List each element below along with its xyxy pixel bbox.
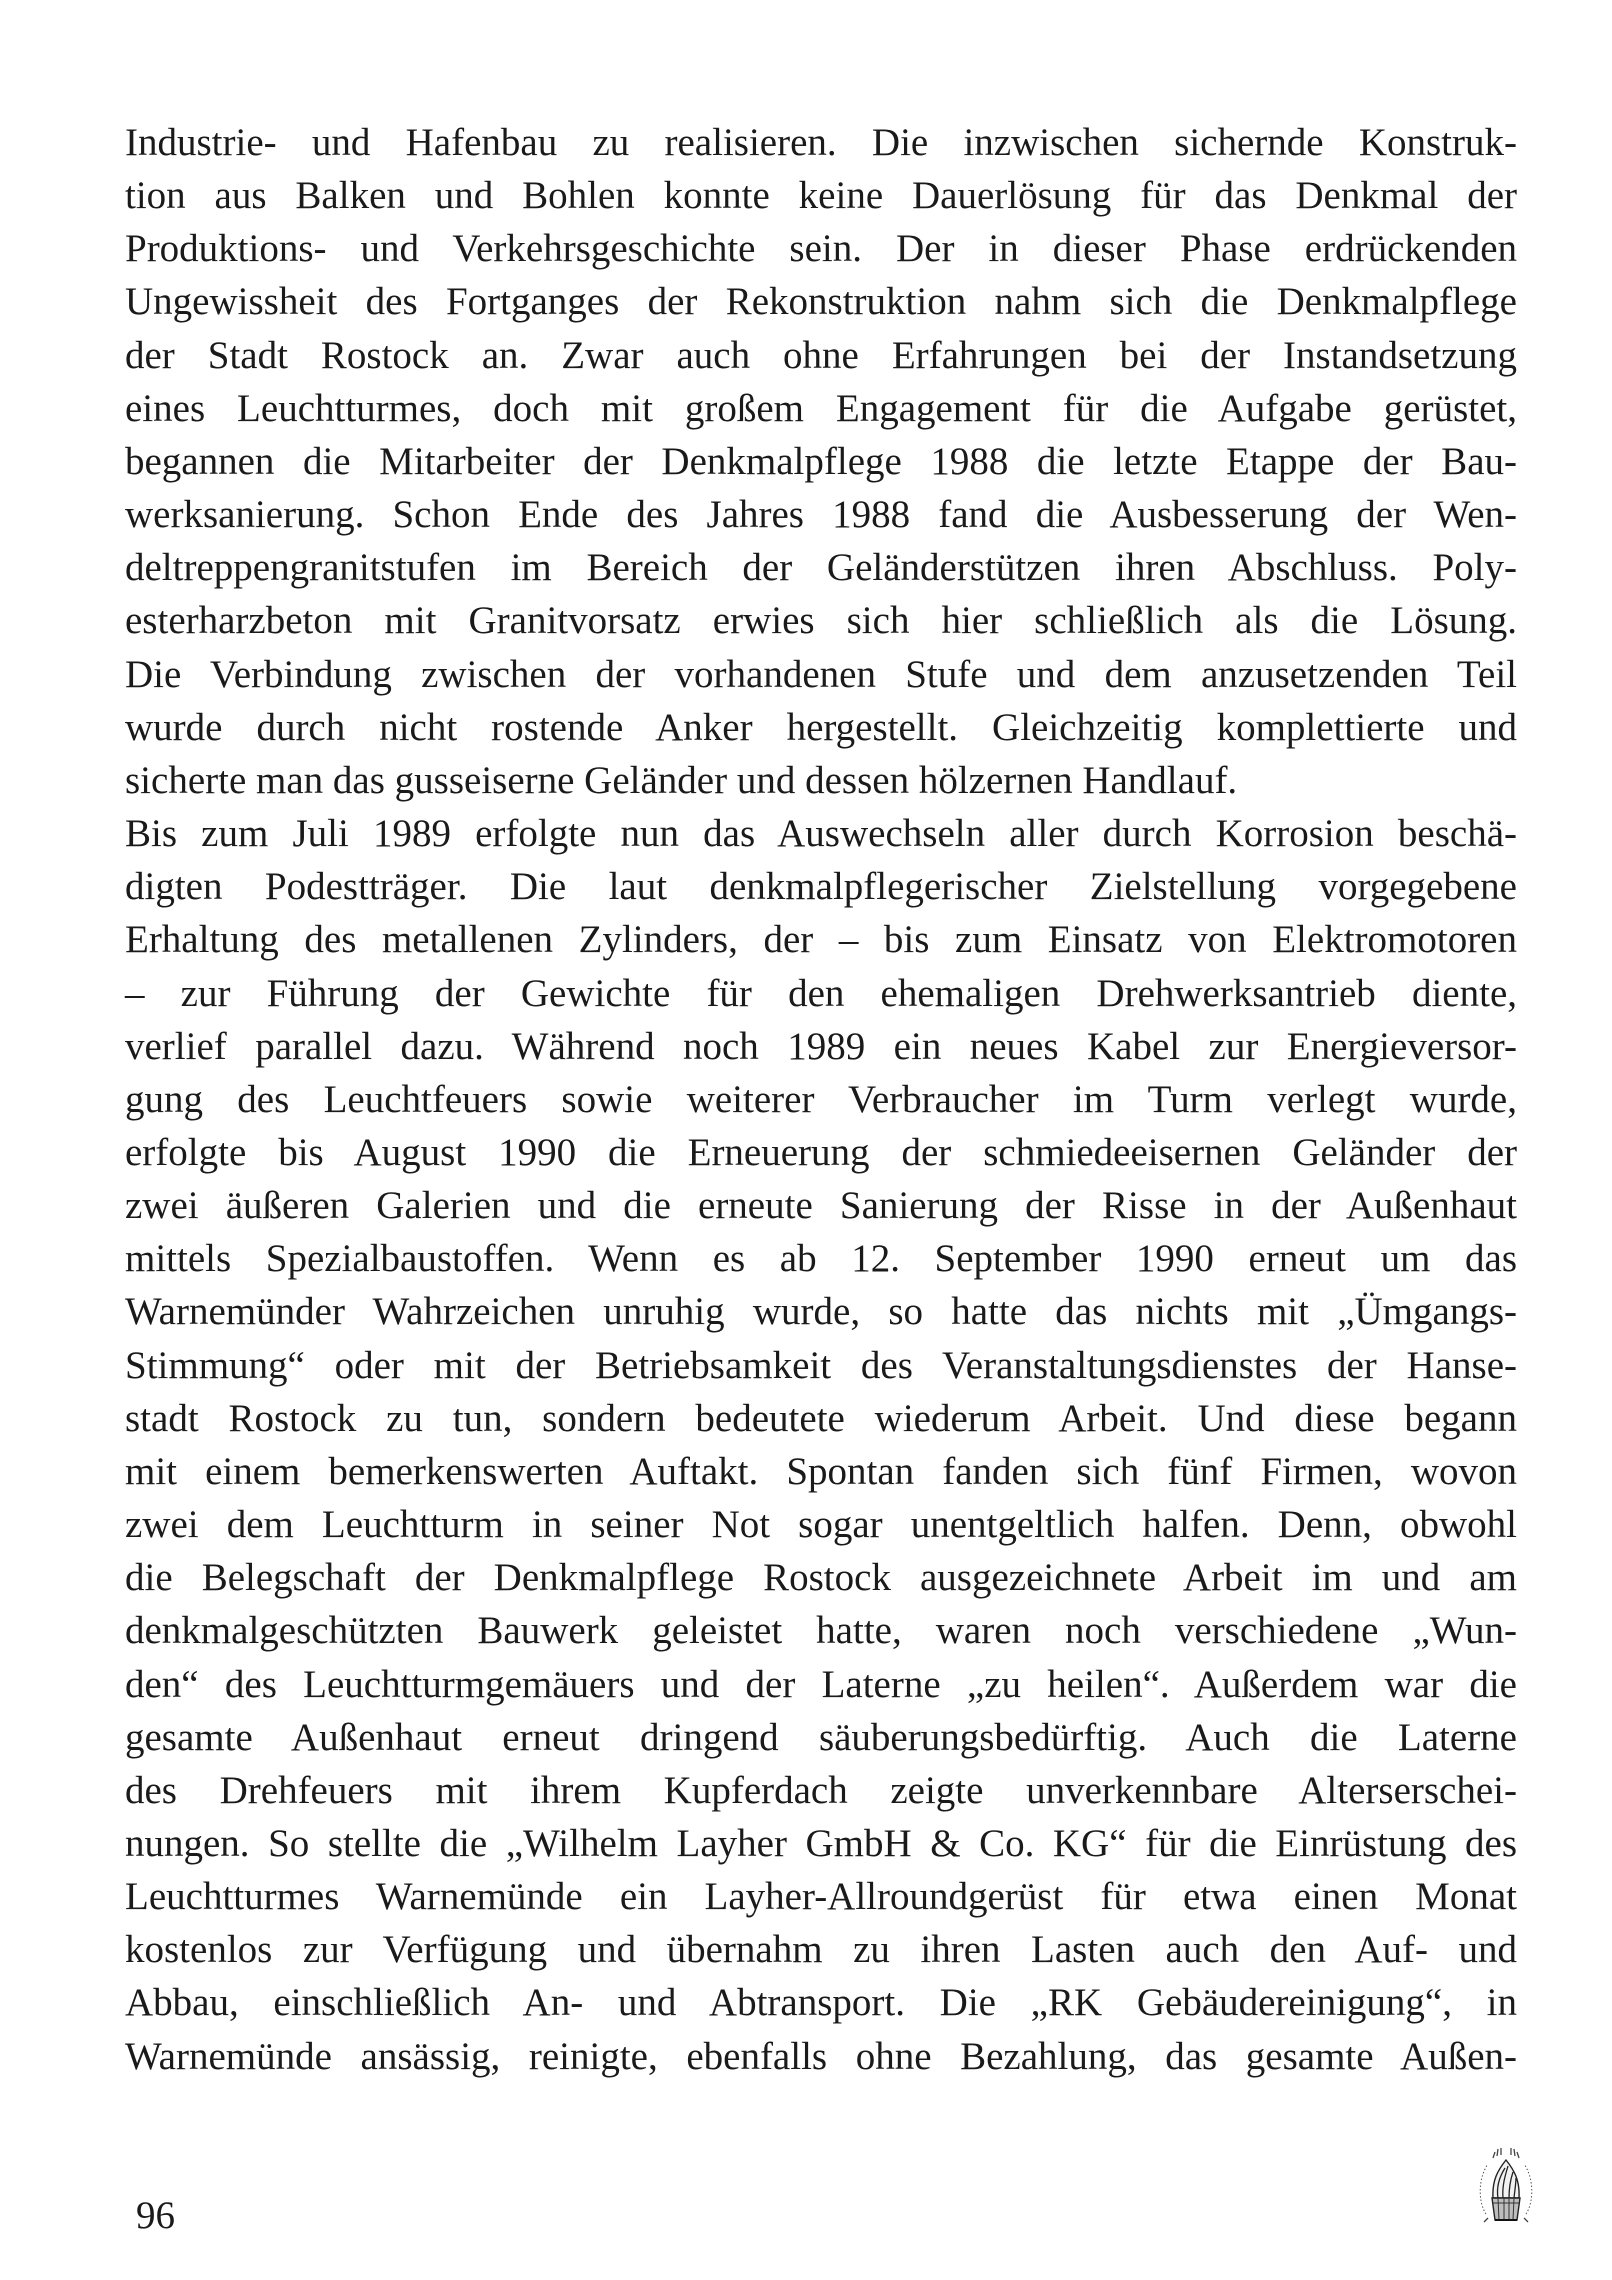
text-line: die Belegschaft der Denkmalpflege Rostock ausgezeichnete Arbeit im und am — [125, 1556, 1517, 1600]
text-line: der Stadt Rostock an. Zwar auch ohne Erfahrungen bei der Instandsetzung — [125, 333, 1517, 377]
text-line: deltreppengranitstufen im Bereich der Geländerstützen ihren Abschluss. Poly- — [125, 546, 1517, 590]
text-line: kostenlos zur Verfügung und übernahm zu ihren Lasten auch den Auf- und — [125, 1928, 1517, 1972]
paragraph — [125, 807, 1517, 2083]
text-line: stadt Rostock zu tun, sondern bedeutete wiederum Arbeit. Und diese begann — [125, 1396, 1517, 1440]
text-line: begannen die Mitarbeiter der Denkmalpflege 1988 die letzte Etappe der Bau- — [125, 439, 1517, 483]
text-line: wurde durch nicht rostende Anker hergestellt. Gleichzeitig komplettierte und — [125, 705, 1517, 749]
page-number: 96 — [136, 2194, 175, 2237]
text-line: werksanierung. Schon Ende des Jahres 1988 fand die Ausbesserung der Wen- — [125, 493, 1517, 537]
text-line: zwei äußeren Galerien und die erneute Sanierung der Risse in der Außenhaut — [125, 1184, 1517, 1228]
text-line: Industrie- und Hafenbau zu realisieren. Die inzwischen sichernde Konstruk- — [125, 121, 1517, 164]
text-line: des Drehfeuers mit ihrem Kupferdach zeigte unverkennbare Alterserschei- — [125, 1768, 1517, 1812]
text-line: Warnemünde ansässig, reinigte, ebenfalls ohne Bezahlung, das gesamte Außen- — [125, 2034, 1517, 2078]
text-line: Warnemünder Wahrzeichen unruhig wurde, so hatte das nichts mit „Ümgangs- — [125, 1290, 1517, 1334]
text-line: tion aus Balken und Bohlen konnte keine Dauerlösung für das Denkmal der — [125, 174, 1517, 218]
text-line: – zur Führung der Gewichte für den ehemaligen Drehwerksantrieb diente, — [125, 971, 1517, 1015]
text-line: nungen. So stellte die „Wilhelm Layher GmbH & Co. KG“ für die Einrüstung des — [125, 1822, 1517, 1865]
text-line: mit einem bemerkenswerten Auftakt. Spontan fanden sich fünf Firmen, wovon — [125, 1449, 1517, 1493]
text-line: digten Podestträger. Die laut denkmalpflegerischer Zielstellung vorgegebene — [125, 865, 1517, 909]
text-line: erfolgte bis August 1990 die Erneuerung der schmiedeeisernen Geländer der — [125, 1130, 1517, 1174]
text-line: Die Verbindung zwischen der vorhandenen Stufe und dem anzusetzenden Teil — [125, 652, 1517, 696]
text-line: denkmalgeschützten Bauwerk geleistet hatte, waren noch verschiedene „Wun- — [125, 1609, 1517, 1653]
text-line: Leuchtturmes Warnemünde ein Layher-Allroundgerüst für etwa einen Monat — [125, 1875, 1517, 1919]
text-line: den“ des Leuchtturmgemäuers und der Laterne „zu heilen“. Außerdem war die — [125, 1662, 1517, 1706]
text-line: Stimmung“ oder mit der Betriebsamkeit des Veranstaltungsdienstes der Hanse- — [125, 1343, 1517, 1387]
text-line: Ungewissheit des Fortganges der Rekonstruktion nahm sich die Denkmalpflege — [125, 280, 1517, 324]
text-line: eines Leuchtturmes, doch mit großem Engagement für die Aufgabe gerüstet, — [125, 386, 1517, 430]
text-line: verlief parallel dazu. Während noch 1989 ein neues Kabel zur Energieversor- — [125, 1024, 1517, 1068]
text-line: sicherte man das gusseiserne Geländer und dessen hölzernen Handlauf. — [125, 758, 1238, 802]
paragraph — [125, 116, 1517, 807]
text-line: gung des Leuchtfeuers sowie weiterer Verbraucher im Turm verlegt wurde, — [125, 1077, 1517, 1121]
body-text — [125, 116, 1517, 2083]
text-line: gesamte Außenhaut erneut dringend säuberungsbedürftig. Auch die Laterne — [125, 1715, 1517, 1759]
text-line: Produktions- und Verkehrsgeschichte sein. Der in dieser Phase erdrückenden — [125, 227, 1517, 271]
flame-emblem-icon — [1476, 2144, 1536, 2232]
text-line: zwei dem Leuchtturm in seiner Not sogar unentgeltlich halfen. Denn, obwohl — [125, 1503, 1517, 1547]
text-line: Bis zum Juli 1989 erfolgte nun das Auswechseln aller durch Korrosion beschä- — [125, 812, 1517, 856]
text-line: Erhaltung des metallenen Zylinders, der – bis zum Einsatz von Elektromotoren — [125, 918, 1517, 962]
text-line: mittels Spezialbaustoffen. Wenn es ab 12. September 1990 erneut um das — [125, 1237, 1517, 1281]
text-line: Abbau, einschließlich An- und Abtransport. Die „RK Gebäudereinigung“, in — [125, 1981, 1517, 2025]
text-line: esterharzbeton mit Granitvorsatz erwies sich hier schließlich als die Lösung. — [125, 599, 1517, 643]
